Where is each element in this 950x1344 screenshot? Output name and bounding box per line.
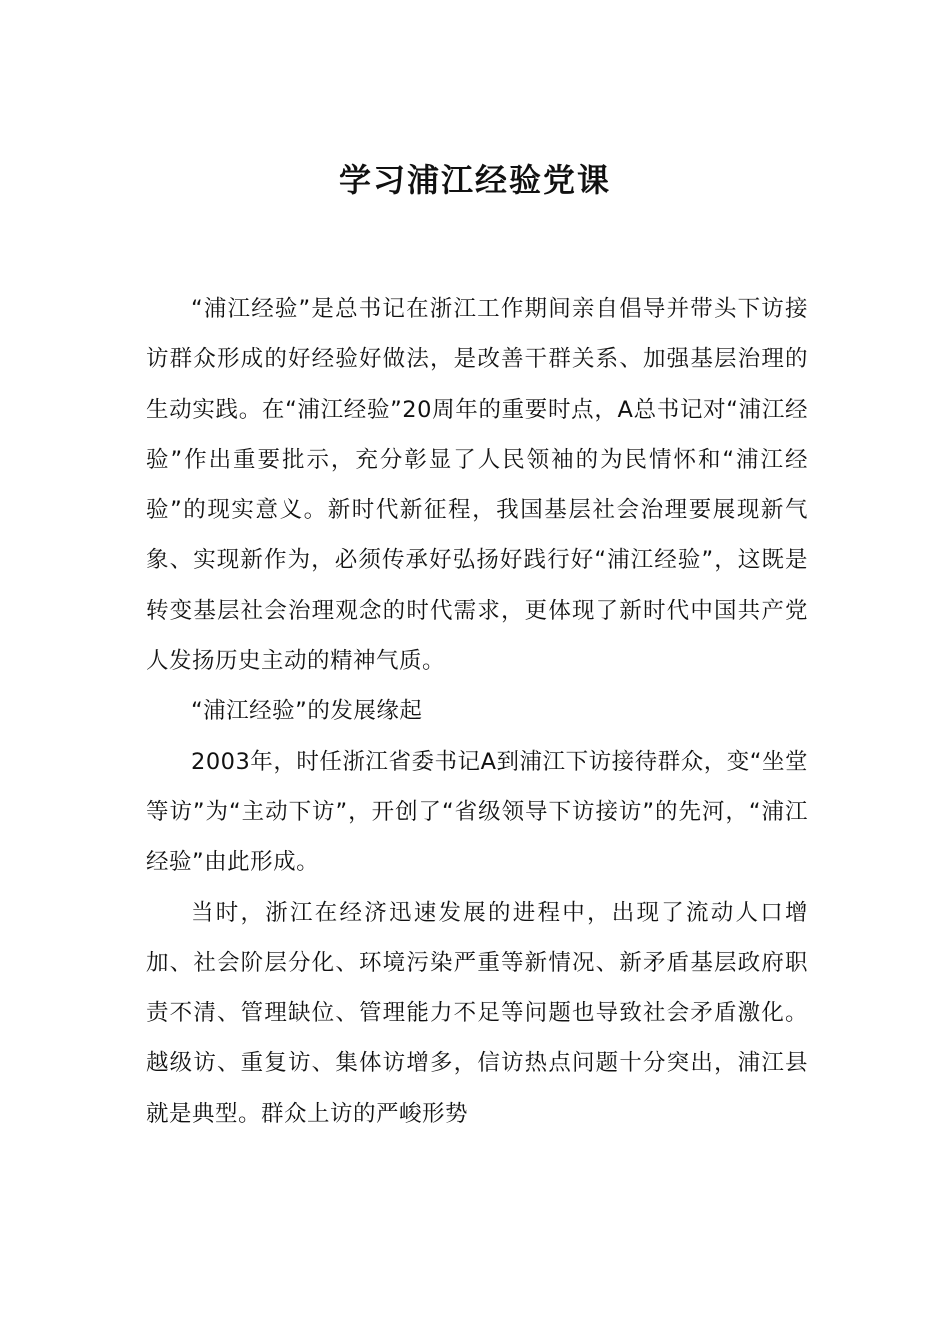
section-heading-origin: “浦江经验”的发展缘起 [191, 698, 423, 725]
paragraph-2003: 2003年，时任浙江省委书记A到浦江下访接待群众，变“坐堂等访”为“主动下访”，开创了“省级领导下访接访”的先河，“浦江经验”由此形成。 [146, 748, 808, 876]
paragraph-background: 当时，浙江在经济迅速发展的进程中，出现了流动人口增加、社会阶层分化、环境污染严重等新情况、新矛盾基层政府职责不清、管理缺位、管理能力不足等问题也导致社会矛盾激化。越级访、重复访、集体访增多，信访热点问题十分突出，浦江县就是典型。群众上访的严峻形势 [146, 899, 808, 1127]
paragraph-intro: “浦江经验”是总书记在浙江工作期间亲自倡导并带头下访接访群众形成的好经验好做法，是改善干群关系、加强基层治理的生动实践。在“浦江经验”20周年的重要时点，A总书记对“浦江经验”作出重要批示，充分彰显了人民领袖的为民情怀和“浦江经验”的现实意义。新时代新征程，我国基层社会治理要展现新气象、实现新作为，必须传承好弘扬好践行好“浦江经验”，这既是转变基层社会治理观念的时代需求，更体现了新时代中国共产党人发扬历史主动的精神气质。 [146, 296, 808, 675]
document-title: 学习浦江经验党课 [338, 161, 611, 199]
document-body [146, 284, 808, 1139]
